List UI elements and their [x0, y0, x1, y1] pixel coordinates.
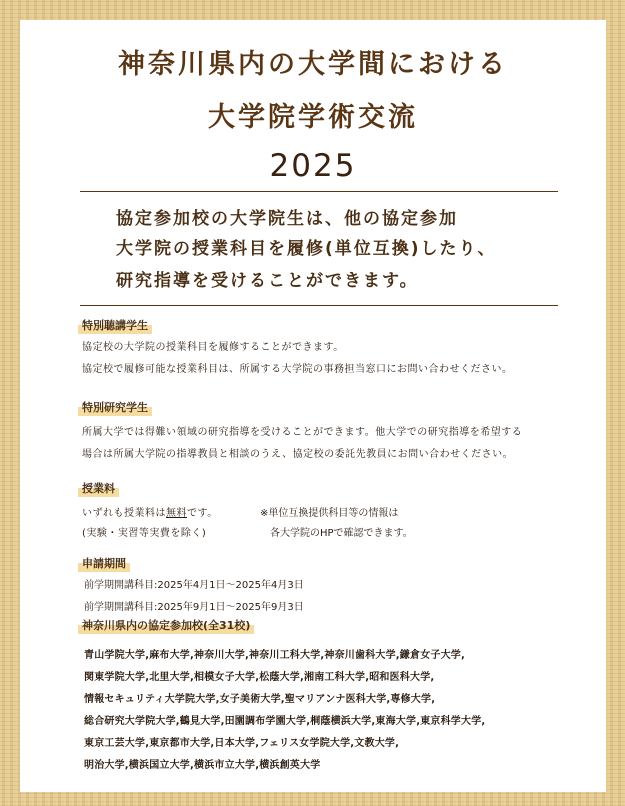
lead-line-2: 大学院の授業科目を履修(単位互換)したり、	[116, 239, 497, 259]
fees-line-1	[82, 504, 218, 519]
fees-free: 無料	[166, 508, 187, 519]
fees-note-2: 各大学院のHPで確認できます。	[270, 528, 413, 539]
participant-line-1: 青山学院大学,麻布大学,神奈川大学,神奈川工科大学,神奈川歯科大学,鎌倉女子大学,	[84, 650, 465, 661]
participant-line-4: 総合研究大学院大学,鶴見大学,田園調布学園大学,桐蔭横浜大学,東海大学,東京科学大学,	[84, 716, 486, 727]
application-period-second: 前学期開講科目:2025年9月1日～2025年9月3日	[84, 602, 304, 613]
special-auditing-line-1: 協定校の大学院の授業科目を履修することができます。	[82, 342, 344, 353]
lead-line-1: 協定参加校の大学院生は、他の協定参加	[116, 209, 458, 229]
section-heading-participants: 神奈川県内の協定参加校(全31校)	[78, 616, 254, 634]
special-auditing-line-2: 協定校で履修可能な授業科目は、所属する大学院の事務担当窓口にお問い合わせください。	[82, 364, 513, 375]
fees-line-2: (実験・実習等実費を除く)	[82, 528, 207, 539]
divider-bottom	[80, 305, 558, 306]
title-line-2: 大学院学術交流	[208, 102, 418, 133]
title-year: 2025	[269, 148, 357, 184]
section-heading-special-research: 特別研究学生	[78, 398, 152, 416]
fees-prefix: いずれも授業料は	[82, 508, 166, 519]
divider-top	[80, 191, 558, 192]
fees-note-1: ※単位互換提供科目等の情報は	[260, 508, 399, 519]
participant-line-3: 情報セキュリティ大学院大学,女子美術大学,聖マリアンナ医科大学,専修大学,	[84, 694, 436, 705]
section-heading-fees: 授業料	[78, 479, 119, 497]
poster	[20, 20, 606, 792]
section-heading-special-auditing: 特別聴講学生	[78, 316, 152, 334]
participant-line-6: 明治大学,横浜国立大学,横浜市立大学,横浜創英大学	[84, 760, 321, 771]
fees-suffix: です。	[187, 508, 218, 519]
title-line-1: 神奈川県内の大学間における	[118, 49, 508, 80]
special-research-line-2: 場合は所属大学院の指導教員と相談のうえ、協定校の委託先教員にお問い合わせください。	[82, 449, 514, 460]
lead-line-3: 研究指導を受けることができます。	[116, 271, 419, 291]
participant-line-5: 東京工芸大学,東京都市大学,日本大学,フェリス女学院大学,文教大学,	[84, 738, 400, 749]
special-research-line-1: 所属大学では得難い領域の研究指導を受けることができます。他大学での研究指導を希望する	[82, 427, 523, 438]
participant-line-2: 関東学院大学,北里大学,相模女子大学,松蔭大学,湘南工科大学,昭和医科大学,	[84, 672, 435, 683]
section-heading-application-period: 申請期間	[78, 554, 130, 572]
application-period-first: 前学期開講科目:2025年4月1日～2025年4月3日	[84, 580, 304, 591]
